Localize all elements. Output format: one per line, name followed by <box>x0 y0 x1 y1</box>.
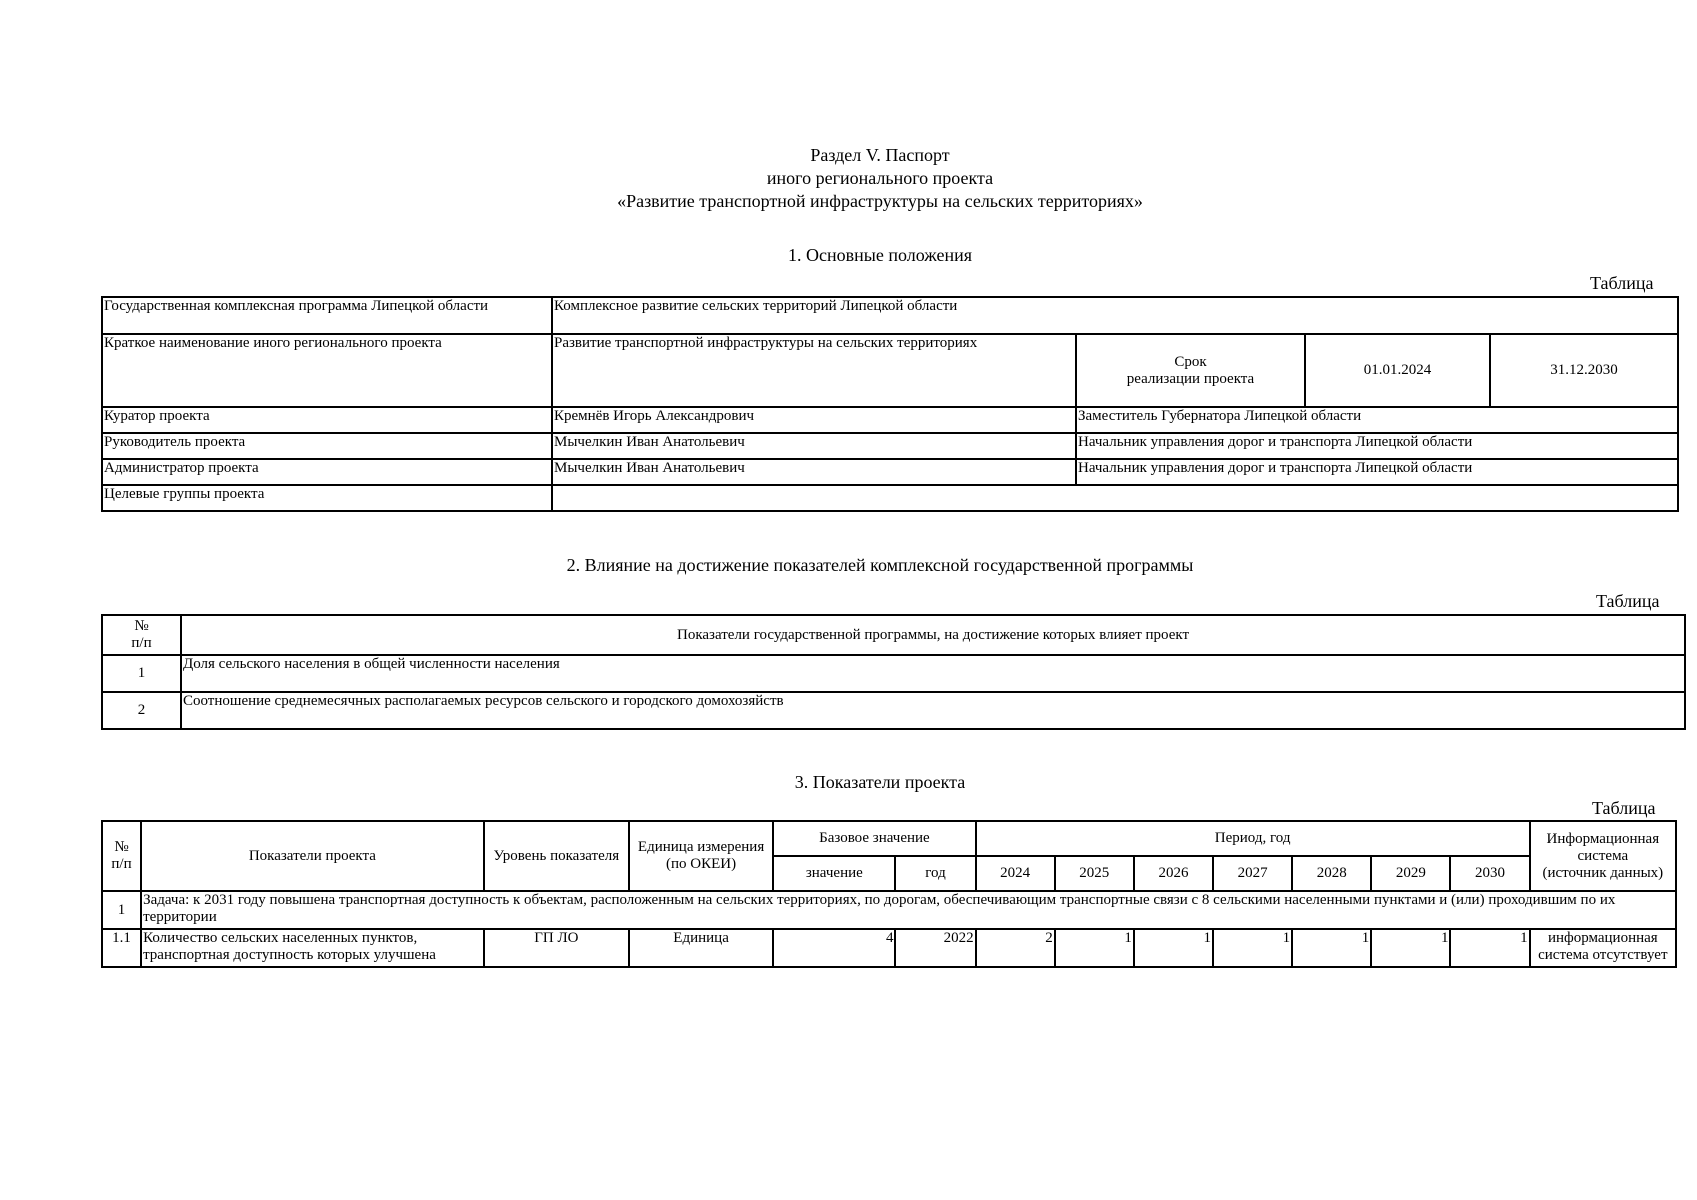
program-label: Государственная комплексная программа Липецкой области <box>102 297 552 334</box>
col-number-line1: № <box>134 618 149 634</box>
row-number: 1 <box>102 655 181 692</box>
short-name-value: Развитие транспортной инфраструктуры на сельских территориях <box>552 334 1076 407</box>
task-number: 1 <box>102 891 141 929</box>
project-name-line: «Развитие транспортной инфраструктуры на сельских территориях» <box>617 191 1143 211</box>
info-system-line1: информационная <box>1547 930 1658 946</box>
col-base-header: Базовое значение <box>773 821 975 856</box>
section3-table-label: Таблица <box>1592 798 1656 818</box>
year-value: 1 <box>1055 929 1134 967</box>
col-info-line1: Информационная <box>1546 830 1660 847</box>
col-period-header: Период, год <box>976 821 1530 856</box>
col-unit-line1: Единица измерения <box>637 839 765 855</box>
col-year-header: 2029 <box>1371 856 1450 891</box>
col-number-header <box>102 615 181 655</box>
year-value: 1 <box>1134 929 1213 967</box>
section2-table-label: Таблица <box>1596 591 1660 611</box>
year-value: 1 <box>1450 929 1529 967</box>
term-label <box>1076 334 1305 407</box>
info-system-line2: система отсутствует <box>1538 947 1668 963</box>
col-indicators-header: Показатели государственной программы, на достижение которых влияет проект <box>181 615 1685 655</box>
section2-title: 2. Влияние на достижение показателей комплексной государственной программы <box>566 555 1194 575</box>
col-number-line1: № <box>114 839 129 855</box>
target-groups-label: Целевые группы проекта <box>102 485 552 511</box>
term-start: 01.01.2024 <box>1305 334 1490 407</box>
col-level-header: Уровень показателя <box>484 821 629 891</box>
term-end: 31.12.2030 <box>1490 334 1678 407</box>
col-base-year-header: год <box>895 856 975 891</box>
col-unit-line2: (по ОКЕИ) <box>666 856 737 872</box>
info-system <box>1530 929 1676 967</box>
col-year-header: 2025 <box>1055 856 1134 891</box>
col-number-line2: п/п <box>131 635 152 651</box>
program-value: Комплексное развитие сельских территорий Липецкой области <box>552 297 1678 334</box>
admin-position: Начальник управления дорог и транспорта Липецкой области <box>1076 459 1678 485</box>
col-year-header: 2030 <box>1450 856 1529 891</box>
col-year-header: 2024 <box>976 856 1055 891</box>
year-value: 1 <box>1292 929 1371 967</box>
col-number-header <box>102 821 141 891</box>
col-unit-header <box>629 821 773 891</box>
year-value: 1 <box>1371 929 1450 967</box>
year-value: 1 <box>1213 929 1292 967</box>
base-value: 4 <box>773 929 895 967</box>
curator-position: Заместитель Губернатора Липецкой области <box>1076 407 1678 433</box>
col-indicators-header: Показатели проекта <box>141 821 484 891</box>
curator-label: Куратор проекта <box>102 407 552 433</box>
short-name-label: Краткое наименование иного регионального проекта <box>102 334 552 407</box>
section1-table-label: Таблица <box>1590 273 1654 293</box>
head-name: Мычелкин Иван Анатольевич <box>552 433 1076 459</box>
basic-provisions-table <box>101 296 1679 512</box>
admin-label: Администратор проекта <box>102 459 552 485</box>
influence-table <box>101 614 1686 730</box>
col-number-line2: п/п <box>111 856 132 872</box>
col-info-line3: (источник данных) <box>1542 864 1664 881</box>
term-label-line1: Срок <box>1174 353 1207 370</box>
section1-title: 1. Основные положения <box>788 245 972 265</box>
project-indicators-table <box>101 820 1677 968</box>
col-base-value-header: значение <box>773 856 895 891</box>
row-number: 1.1 <box>102 929 141 967</box>
base-year: 2022 <box>895 929 975 967</box>
target-groups-value <box>552 485 1678 511</box>
col-year-header: 2028 <box>1292 856 1371 891</box>
task-text: Задача: к 2031 году повышена транспортная доступность к объектам, расположенным на сельских территориях, по дорогам, обеспечивающим транспортные связи с 8 сельскими населенными пунктами и (или) проходившим по их территории <box>141 891 1676 929</box>
admin-name: Мычелкин Иван Анатольевич <box>552 459 1076 485</box>
col-info-line2: система <box>1577 847 1629 864</box>
term-label-line2: реализации проекта <box>1126 370 1255 387</box>
indicator-name: Количество сельских населенных пунктов, транспортная доступность которых улучшена <box>141 929 484 967</box>
section3-title: 3. Показатели проекта <box>794 772 966 792</box>
indicator-unit: Единица <box>629 929 773 967</box>
head-label: Руководитель проекта <box>102 433 552 459</box>
curator-name: Кремнёв Игорь Александрович <box>552 407 1076 433</box>
head-position: Начальник управления дорог и транспорта Липецкой области <box>1076 433 1678 459</box>
row-number: 2 <box>102 692 181 729</box>
indicator-text: Соотношение среднемесячных располагаемых ресурсов сельского и городского домохозяйств <box>181 692 1685 729</box>
col-info-header <box>1530 821 1676 891</box>
project-type-line: иного регионального проекта <box>766 168 994 188</box>
indicator-level: ГП ЛО <box>484 929 629 967</box>
col-year-header: 2027 <box>1213 856 1292 891</box>
section-title: Раздел V. Паспорт <box>810 145 950 165</box>
col-year-header: 2026 <box>1134 856 1213 891</box>
indicator-text: Доля сельского населения в общей численности населения <box>181 655 1685 692</box>
year-value: 2 <box>976 929 1055 967</box>
